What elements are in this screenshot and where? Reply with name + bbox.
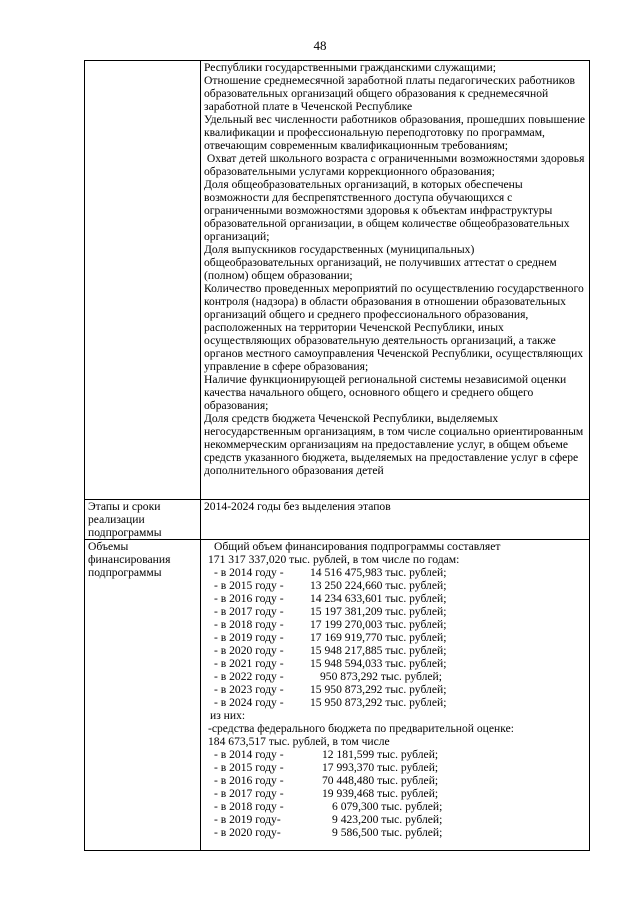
indicators-label-cell	[85, 61, 201, 500]
financing-amount: 17 199 270,003 тыс. рублей;	[310, 618, 447, 631]
federal-year-row	[208, 813, 586, 826]
financing-year: - в 2017 году -	[214, 605, 284, 618]
financing-year-row	[208, 618, 586, 631]
financing-amount: 13 250 224,660 тыс. рублей;	[310, 579, 447, 592]
federal-year-row	[208, 774, 586, 787]
indicator-item: Доля выпускников государственных (муниципальных) общеобразовательных организаций, не получивших аттестат о среднем (полном) общем образовании;	[204, 243, 557, 282]
financing-year: - в 2014 году -	[214, 566, 284, 579]
federal-year: - в 2014 году -	[214, 748, 284, 761]
stages-label-cell	[85, 500, 201, 540]
financing-year: - в 2022 году -	[214, 670, 284, 683]
financing-intro: Общий объем финансирования подпрограммы составляет	[214, 540, 501, 553]
financing-year-row	[208, 657, 586, 670]
indicator-item: Удельный вес численности работников образования, прошедших повышение квалификации и профессиональную переподготовку по программам, отвечающим современным квалификационным требованиям;	[204, 113, 586, 152]
indicator-item: Доля средств бюджета Чеченской Республики, выделяемых негосударственным организациям, в том числе социально ориентированным некоммерческим организациям на предоставление услуг, в общем объеме средств указанного бюджета, выделяемых на предоставление услуг в сфере дополнительного образования детей	[204, 412, 584, 477]
financing-year: - в 2018 году -	[214, 618, 284, 631]
federal-year-row	[208, 787, 586, 800]
federal-year: - в 2018 году -	[214, 800, 284, 813]
financing-amount: 14 234 633,601 тыс. рублей;	[310, 592, 447, 605]
financing-year-row	[208, 683, 586, 696]
stages-label-line: Этапы и сроки	[88, 500, 161, 513]
financing-row	[85, 540, 590, 851]
financing-year-row	[208, 631, 586, 644]
indicator-item: Охват детей школьного возраста с ограниченными возможностями здоровья образовательными услугами коррекционного образования;	[204, 152, 588, 178]
financing-label-cell	[85, 540, 201, 851]
federal-amount: 9 423,200 тыс. рублей;	[332, 813, 443, 826]
financing-label-line: Объемы	[88, 540, 129, 553]
federal-amount: 17 993,370 тыс. рублей;	[322, 761, 439, 774]
financing-amount: 950 873,292 тыс. рублей;	[320, 670, 442, 683]
financing-label-line: подпрограммы	[88, 566, 162, 579]
financing-year-row	[208, 579, 586, 592]
financing-amount: 15 948 217,885 тыс. рублей;	[310, 644, 447, 657]
federal-year-row	[208, 748, 586, 761]
federal-year-row	[208, 800, 586, 813]
stages-label-line: реализации	[88, 513, 145, 526]
financing-of-which: из них:	[210, 709, 246, 722]
stages-value: 2014-2024 годы без выделения этапов	[204, 500, 391, 513]
financing-year-row	[208, 566, 586, 579]
financing-year: - в 2016 году -	[214, 592, 284, 605]
federal-amount: 9 586,500 тыс. рублей;	[332, 826, 443, 839]
federal-year-row	[208, 826, 586, 839]
financing-year: - в 2019 году -	[214, 631, 284, 644]
federal-amount: 70 448,480 тыс. рублей;	[322, 774, 439, 787]
federal-year: - в 2016 году -	[214, 774, 284, 787]
financing-amount: 15 950 873,292 тыс. рублей;	[310, 683, 447, 696]
indicator-item: Отношение среднемесячной заработной платы педагогических работников образовательных организаций общего образования к среднемесячной заработной плате в Чеченской Республике	[204, 74, 575, 113]
financing-year-row	[208, 644, 586, 657]
indicator-item: Наличие функционирующей региональной системы независимой оценки качества начального общего, основного общего и среднего общего образования;	[204, 373, 567, 412]
financing-year-row	[208, 670, 586, 683]
stages-row	[85, 500, 590, 540]
financing-year: - в 2023 году -	[214, 683, 284, 696]
financing-year: - в 2015 году -	[214, 579, 284, 592]
indicators-cell	[201, 61, 590, 500]
financing-total: 171 317 337,020 тыс. рублей, в том числе по годам:	[208, 553, 460, 566]
stages-label-line: подпрограммы	[88, 526, 162, 539]
federal-amount: 6 079,300 тыс. рублей;	[332, 800, 443, 813]
federal-intro: -средства федерального бюджета по предварительной оценке:	[208, 722, 514, 735]
financing-value-cell	[201, 540, 590, 851]
financing-amount: 17 169 919,770 тыс. рублей;	[310, 631, 447, 644]
financing-amount: 15 950 873,292 тыс. рублей;	[310, 696, 447, 709]
federal-total: 184 673,517 тыс. рублей, в том числе	[208, 735, 390, 748]
financing-label-line: финансирования	[88, 553, 171, 566]
indicator-item: Доля общеобразовательных организаций, в которых обеспечены возможности для беспрепятственного доступа обучающихся с ограниченными возможностями здоровья к объектам инфраструктуры образовательной организации, в общем количестве общеобразовательных организаций;	[204, 178, 570, 243]
subprogram-passport-table	[84, 60, 590, 851]
federal-amount: 19 939,468 тыс. рублей;	[322, 787, 439, 800]
federal-year-row	[208, 761, 586, 774]
federal-year: - в 2019 году-	[214, 813, 281, 826]
stages-value-cell	[201, 500, 590, 540]
federal-amount: 12 181,599 тыс. рублей;	[322, 748, 439, 761]
financing-year: - в 2021 году -	[214, 657, 284, 670]
financing-amount: 14 516 475,983 тыс. рублей;	[310, 566, 447, 579]
indicators-row	[85, 61, 590, 500]
financing-year-row	[208, 592, 586, 605]
indicator-item: Количество проведенных мероприятий по осуществлению государственного контроля (надзора) в области образования в отношении образовательных организаций общего и среднего профессионального образования, расположенных на территории Чеченской Республики, иных осуществляющих образовательную деятельность организаций, а также органов местного самоуправления Чеченской Республики, осуществляющих управление в сфере образования;	[204, 282, 584, 373]
page-number: 48	[313, 38, 327, 53]
federal-year: - в 2015 году -	[214, 761, 284, 774]
financing-year-row	[208, 605, 586, 618]
indicator-item: Республики государственными гражданскими служащими;	[204, 61, 496, 74]
federal-year: - в 2017 году -	[214, 787, 284, 800]
financing-amount: 15 197 381,209 тыс. рублей;	[310, 605, 447, 618]
financing-year-row	[208, 696, 586, 709]
financing-year: - в 2020 году -	[214, 644, 284, 657]
federal-year: - в 2020 году-	[214, 826, 281, 839]
financing-amount: 15 948 594,033 тыс. рублей;	[310, 657, 447, 670]
financing-year: - в 2024 году -	[214, 696, 284, 709]
